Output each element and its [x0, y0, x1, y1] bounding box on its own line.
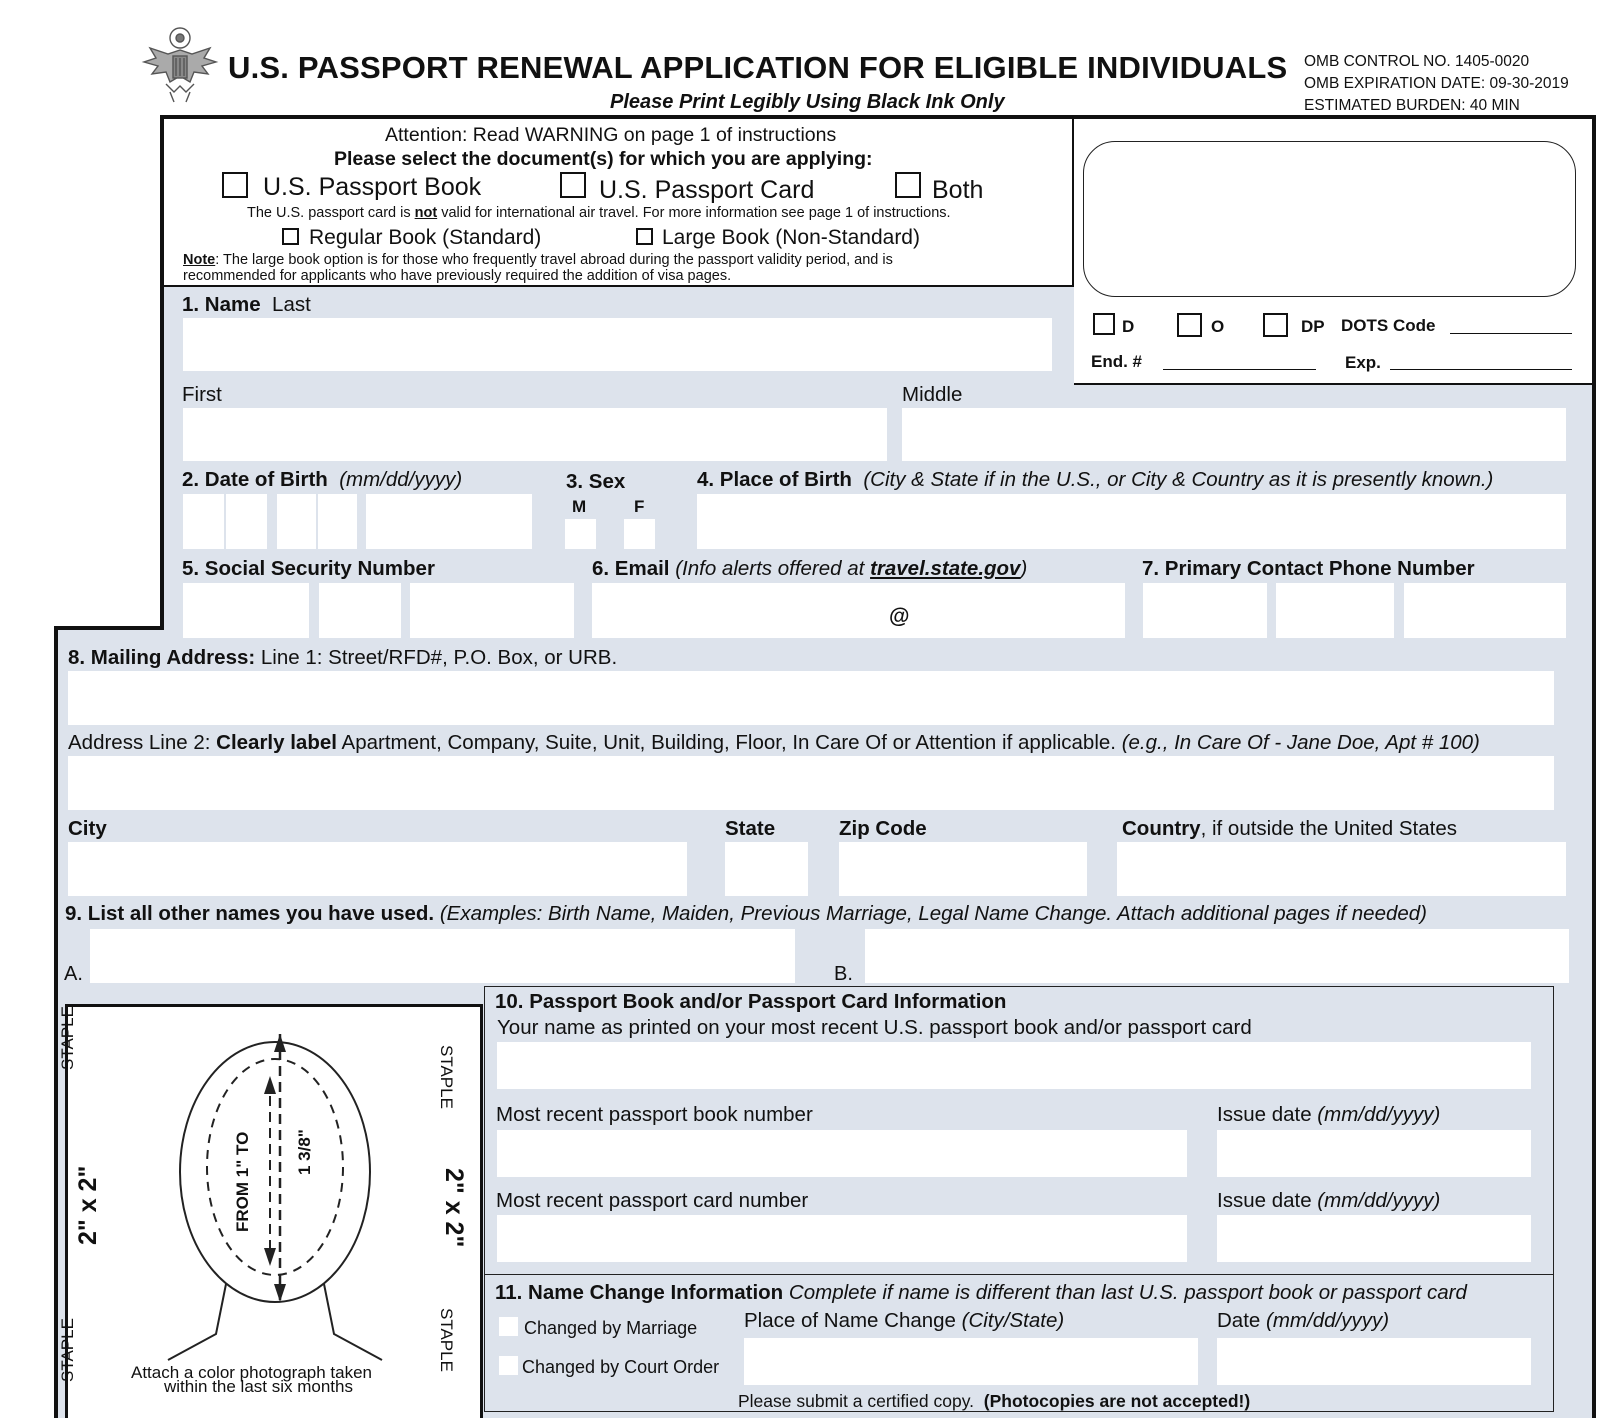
book-issue-date-label: Issue date (mm/dd/yyyy): [1217, 1103, 1441, 1126]
first-name-label: First: [182, 383, 222, 406]
phone-line-field[interactable]: [1404, 583, 1566, 638]
select-prompt: Please select the document(s) for which you are applying:: [334, 148, 873, 170]
other-name-a-label: A.: [64, 963, 83, 985]
office-o-label: O: [1211, 317, 1225, 336]
q6-label: 6. Email (Info alerts offered at travel.state.gov): [592, 557, 1028, 580]
ssn-part2-field[interactable]: [319, 583, 401, 638]
address-line2-field[interactable]: [68, 756, 1554, 810]
staple-label-bottom-right: STAPLE: [437, 1308, 456, 1372]
office-d-label: D: [1122, 317, 1135, 336]
other-name-a-field[interactable]: [90, 929, 795, 983]
zip-label: Zip Code: [839, 817, 927, 840]
q5-label: 5. Social Security Number: [182, 557, 435, 580]
name-change-divider: [484, 1274, 1554, 1275]
attention-text: Attention: Read WARNING on page 1 of instructions: [385, 124, 837, 146]
q8-label: 8. Mailing Address: Line 1: Street/RFD#, P.O. Box, or URB.: [68, 646, 618, 669]
card-issue-date-label: Issue date (mm/dd/yyyy): [1217, 1189, 1441, 1212]
address-line1-field[interactable]: [68, 671, 1554, 725]
q3-label: 3. Sex: [566, 470, 626, 493]
large-book-checkbox[interactable]: [636, 228, 653, 245]
sex-m-label: M: [572, 497, 587, 516]
exp-line: [1390, 369, 1572, 370]
q4-label: 4. Place of Birth (City & State if in the U.S., or City & Country as it is presently known.): [697, 468, 1494, 491]
staple-label-top-right: STAPLE: [437, 1045, 456, 1109]
other-name-b-field[interactable]: [865, 929, 1569, 983]
recent-passport-name-field[interactable]: [497, 1042, 1531, 1089]
middle-name-field[interactable]: [902, 408, 1566, 461]
estimated-burden: ESTIMATED BURDEN: 40 MIN: [1304, 97, 1520, 114]
office-dp-checkbox[interactable]: [1263, 313, 1288, 337]
card-number-label: Most recent passport card number: [496, 1189, 809, 1212]
q9-label: 9. List all other names you have used. (Examples: Birth Name, Maiden, Previous Marriage, Legal Name Change. Attach additional pages if needed): [65, 902, 1428, 925]
last-name-field[interactable]: [183, 318, 1052, 371]
q10-label: 10. Passport Book and/or Passport Card Information: [495, 990, 1007, 1013]
card-note: The U.S. passport card is not valid for international air travel. For more information see page 1 of instructions.: [247, 205, 951, 221]
photo-dimension-from: FROM 1" TO: [233, 1131, 252, 1232]
photo-size-left: 2" x 2": [74, 1165, 102, 1245]
photo-caption-line2: within the last six months: [164, 1377, 353, 1396]
phone-prefix-field[interactable]: [1276, 583, 1394, 638]
photo-size-right: 2" x 2": [440, 1168, 468, 1248]
end-number-label: End. #: [1091, 352, 1143, 371]
both-label: Both: [932, 176, 984, 204]
dob-day-field[interactable]: [277, 494, 357, 549]
city-label: City: [68, 817, 107, 840]
country-field[interactable]: [1117, 842, 1566, 896]
photo-stamp-area: [1083, 141, 1576, 297]
passport-card-label: U.S. Passport Card: [599, 176, 815, 204]
first-name-field[interactable]: [183, 408, 887, 461]
omb-control: OMB CONTROL NO. 1405-0020: [1304, 53, 1530, 70]
staple-label-bottom-left: STAPLE: [58, 1318, 77, 1382]
omb-expiration: OMB EXPIRATION DATE: 09-30-2019: [1304, 75, 1569, 92]
state-label: State: [725, 817, 776, 840]
passport-book-label: U.S. Passport Book: [263, 173, 482, 201]
q7-label: 7. Primary Contact Phone Number: [1142, 557, 1475, 580]
name-change-date-field[interactable]: [1217, 1338, 1531, 1385]
place-of-birth-field[interactable]: [697, 494, 1566, 549]
place-of-name-change-label: Place of Name Change (City/State): [744, 1309, 1065, 1332]
form-subtitle: Please Print Legibly Using Black Ink Only: [610, 91, 1005, 113]
sex-m-box[interactable]: [565, 519, 596, 549]
passport-book-checkbox[interactable]: [222, 172, 248, 198]
email-field[interactable]: [592, 583, 1125, 638]
book-number-label: Most recent passport book number: [496, 1103, 813, 1126]
sex-f-label: F: [634, 497, 645, 516]
state-field[interactable]: [725, 842, 808, 896]
country-label: Country, if outside the United States: [1122, 817, 1457, 840]
photo-caption-line1: Attach a color photograph taken: [131, 1363, 372, 1382]
place-of-name-change-field[interactable]: [744, 1338, 1198, 1385]
large-book-label: Large Book (Non-Standard): [662, 226, 920, 249]
q2-label: 2. Date of Birth (mm/dd/yyyy): [182, 468, 463, 491]
exp-label: Exp.: [1345, 353, 1381, 372]
address-line2-label: Address Line 2: Clearly label Apartment, Company, Suite, Unit, Building, Floor, In Care Of or Attention if applicable. (e.g., In Care Of - Jane Doe, Apt # 100): [68, 731, 1480, 754]
phone-area-field[interactable]: [1143, 583, 1267, 638]
q1-label: 1. Name Last: [182, 293, 311, 316]
middle-name-label: Middle: [902, 383, 963, 406]
dob-month-field[interactable]: [183, 494, 267, 549]
office-o-checkbox[interactable]: [1177, 313, 1202, 337]
sex-f-box[interactable]: [624, 519, 655, 549]
office-dp-label: DP: [1301, 317, 1325, 336]
passport-card-checkbox[interactable]: [560, 172, 586, 198]
ssn-part3-field[interactable]: [410, 583, 574, 638]
book-number-field[interactable]: [497, 1130, 1187, 1177]
q11-label: 11. Name Change Information Complete if name is different than last U.S. passport book or passport card: [495, 1281, 1467, 1304]
large-book-note: Note: The large book option is for those who frequently travel abroad during the passport validity period, and is recommended for applicants who have previously required the addition of visa pages.: [183, 252, 893, 284]
card-number-field[interactable]: [497, 1215, 1187, 1262]
name-change-date-label: Date (mm/dd/yyyy): [1217, 1309, 1390, 1332]
regular-book-checkbox[interactable]: [282, 228, 299, 245]
form-title: U.S. PASSPORT RENEWAL APPLICATION FOR ELIGIBLE INDIVIDUALS: [228, 50, 1288, 85]
card-issue-date-field[interactable]: [1217, 1215, 1531, 1262]
q10-name-hint: Your name as printed on your most recent U.S. passport book and/or passport card: [497, 1016, 1252, 1039]
changed-by-marriage-checkbox[interactable]: [499, 1317, 518, 1336]
book-issue-date-field[interactable]: [1217, 1130, 1531, 1177]
other-name-b-label: B.: [834, 963, 853, 985]
city-field[interactable]: [68, 842, 687, 896]
us-seal-icon: [140, 22, 220, 106]
email-at-symbol: @: [889, 605, 910, 628]
changed-by-court-label: Changed by Court Order: [522, 1357, 720, 1377]
zip-field[interactable]: [839, 842, 1087, 896]
head-outline-icon: [150, 1022, 400, 1402]
staple-label-top-left: STAPLE: [58, 1006, 77, 1070]
both-checkbox[interactable]: [895, 172, 921, 198]
ssn-part1-field[interactable]: [183, 583, 309, 638]
dob-year-field[interactable]: [366, 494, 532, 549]
office-d-checkbox[interactable]: [1093, 313, 1115, 335]
photo-dimension-to: 1 3/8": [295, 1129, 314, 1175]
end-number-line: [1163, 369, 1316, 370]
certified-copy-note: Please submit a certified copy. (Photocopies are not accepted!): [738, 1391, 1251, 1411]
dots-code-line: [1450, 333, 1572, 334]
changed-by-marriage-label: Changed by Marriage: [524, 1318, 698, 1338]
changed-by-court-checkbox[interactable]: [499, 1356, 518, 1375]
regular-book-label: Regular Book (Standard): [309, 226, 542, 249]
dots-code-label: DOTS Code: [1341, 316, 1436, 335]
